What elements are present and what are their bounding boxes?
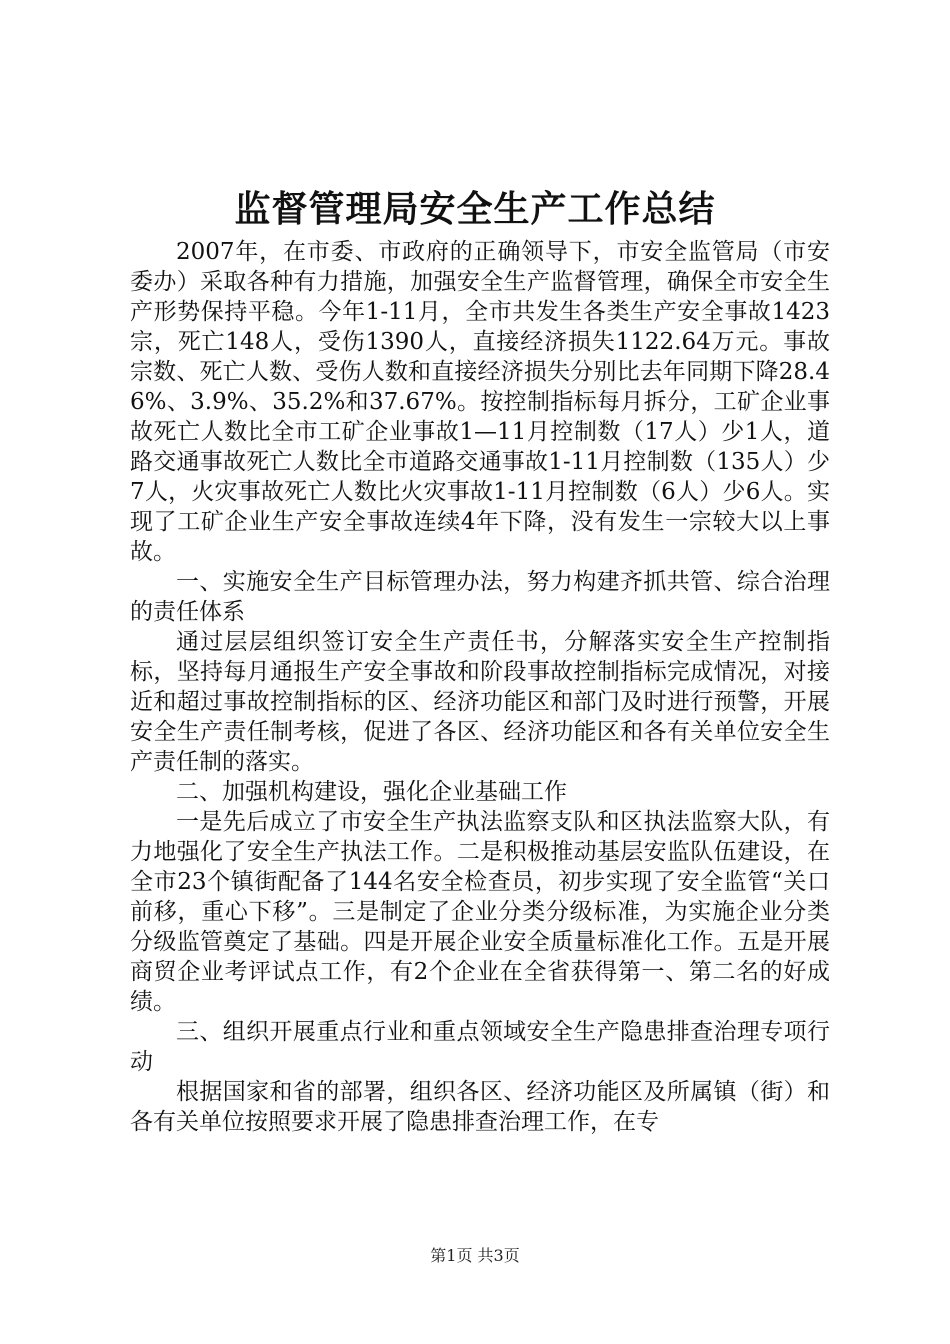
intro-paragraph: 2007年，在市委、市政府的正确领导下，市安全监管局（市安委办）采取各种有力措施，加强安全生产监督管理，确保全市安全生产形势保持平稳。今年1-11月，全市共发生各类生产安全事故1423宗，死亡148人，受伤1390人，直接经济损失1122.64万元。事故宗数、死亡人数、受伤人数和直接经济损失分别比去年同期下降28.46%、3.9%、35.2%和37.67%。按控制指标每月拆分，工矿企业事故死亡人数比全市工矿企业事故1—11月控制数（17人）少1人，道路交通事故死亡人数比全市道路交通事故1-11月控制数（135人）少7人，火灾事故死亡人数比火灾事故1-11月控制数（6人）少6人。实现了工矿企业生产安全事故连续4年下降，没有发生一宗较大以上事故。 <box>130 239 830 565</box>
section-paragraph-1: 通过层层组织签订安全生产责任书，分解落实安全生产控制指标，坚持每月通报生产安全事故和阶段事故控制指标完成情况，对接近和超过事故控制指标的区、经济功能区和部门及时进行预警，开展安全生产责任制考核，促进了各区、经济功能区和各有关单位安全生产责任制的落实。 <box>130 629 830 775</box>
document-body <box>130 237 830 1137</box>
section-paragraph-2: 一是先后成立了市安全生产执法监察支队和区执法监察大队，有力地强化了安全生产执法工作。二是积极推动基层安监队伍建设，在全市23个镇街配备了144名安全检查员，初步实现了安全监管“关口前移，重心下移”。三是制定了企业分类分级标准，为实施企业分类分级监管奠定了基础。四是开展企业安全质量标准化工作。五是开展商贸企业考评试点工作，有2个企业在全省获得第一、第二名的好成绩。 <box>130 809 830 1015</box>
document-title: 监督管理局安全生产工作总结 <box>234 188 716 230</box>
section-paragraph-3: 根据国家和省的部署，组织各区、经济功能区及所属镇（街）和各有关单位按照要求开展了隐患排查治理工作，在专 <box>130 1079 830 1135</box>
section-heading-1: 一、实施安全生产目标管理办法，努力构建齐抓共管、综合治理的责任体系 <box>130 569 830 625</box>
section-heading-3: 三、组织开展重点行业和重点领域安全生产隐患排查治理专项行动 <box>130 1019 830 1075</box>
page-number-footer: 第1页 共3页 <box>430 1246 520 1265</box>
section-heading-2: 二、加强机构建设，强化企业基础工作 <box>176 779 567 805</box>
